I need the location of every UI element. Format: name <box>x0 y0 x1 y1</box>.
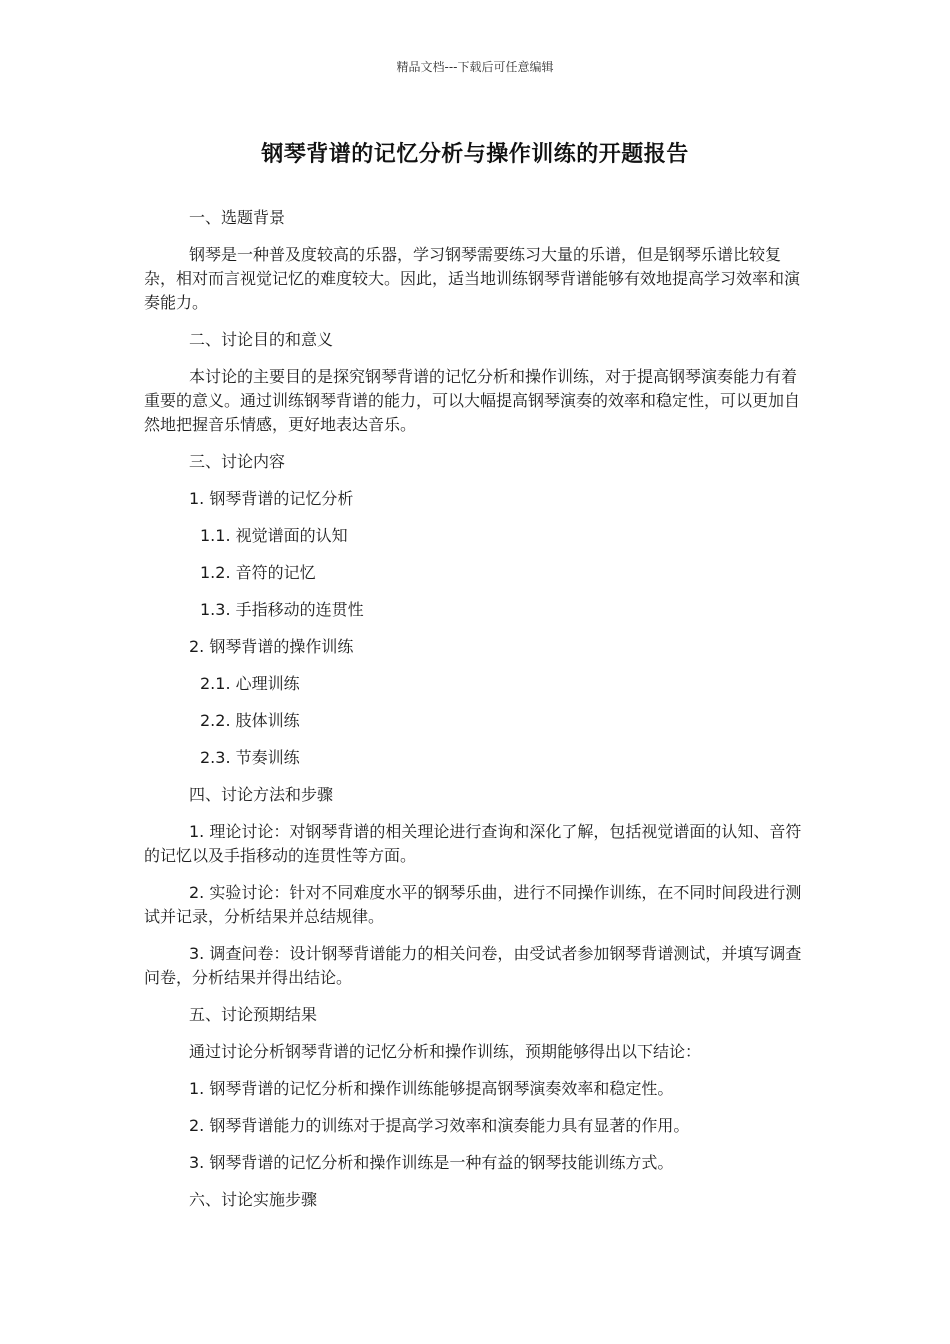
list-subitem: 2.2. 肢体训练 <box>200 711 300 730</box>
list-subitem: 1.2. 音符的记忆 <box>200 563 316 582</box>
list-subitem: 1.1. 视觉谱面的认知 <box>200 526 348 545</box>
paragraph-background: 钢琴是一种普及度较高的乐器，学习钢琴需要练习大量的乐谱，但是钢琴乐谱比较复杂，相对而言视觉记忆的难度较大。因此，适当地训练钢琴背谱能够有效地提高学习效率和演奏能力。 <box>144 245 801 312</box>
section-heading-background: 一、选题背景 <box>189 208 286 227</box>
paragraph-results-intro: 通过讨论分析钢琴背谱的记忆分析和操作训练，预期能够得出以下结论： <box>189 1042 702 1061</box>
list-subitem: 2.1. 心理训练 <box>200 674 300 693</box>
list-subitem: 2.3. 节奏训练 <box>200 748 300 767</box>
list-item-memory-analysis: 1. 钢琴背谱的记忆分析 <box>189 489 354 508</box>
document-body <box>144 206 806 1225</box>
list-subitem: 1.3. 手指移动的连贯性 <box>200 600 364 619</box>
list-item-result: 1. 钢琴背谱的记忆分析和操作训练能够提高钢琴演奏效率和稳定性。 <box>189 1079 674 1098</box>
section-heading-implementation: 六、讨论实施步骤 <box>189 1190 318 1209</box>
list-item-method: 1. 理论讨论：对钢琴背谱的相关理论进行查询和深化了解，包括视觉谱面的认知、音符的记忆以及手指移动的连贯性等方面。 <box>144 822 802 865</box>
section-heading-content: 三、讨论内容 <box>189 452 286 471</box>
document-title: 钢琴背谱的记忆分析与操作训练的开题报告 <box>261 142 689 167</box>
section-heading-purpose: 二、讨论目的和意义 <box>189 330 334 349</box>
page-header: 精品文档---下载后可任意编辑 <box>396 60 554 74</box>
section-heading-methods: 四、讨论方法和步骤 <box>189 785 334 804</box>
paragraph-purpose: 本讨论的主要目的是探究钢琴背谱的记忆分析和操作训练，对于提高钢琴演奏能力有着重要的意义。通过训练钢琴背谱的能力，可以大幅提高钢琴演奏的效率和稳定性，可以更加自然地把握音乐情感，更好地表达音乐。 <box>144 367 801 434</box>
list-item-operation-training: 2. 钢琴背谱的操作训练 <box>189 637 354 656</box>
list-item-result: 3. 钢琴背谱的记忆分析和操作训练是一种有益的钢琴技能训练方式。 <box>189 1153 674 1172</box>
list-item-method: 3. 调查问卷：设计钢琴背谱能力的相关问卷，由受试者参加钢琴背谱测试，并填写调查问卷，分析结果并得出结论。 <box>144 944 802 987</box>
list-item-result: 2. 钢琴背谱能力的训练对于提高学习效率和演奏能力具有显著的作用。 <box>189 1116 690 1135</box>
section-heading-results: 五、讨论预期结果 <box>189 1005 318 1024</box>
list-item-method: 2. 实验讨论：针对不同难度水平的钢琴乐曲，进行不同操作训练，在不同时间段进行测试并记录，分析结果并总结规律。 <box>144 883 802 926</box>
